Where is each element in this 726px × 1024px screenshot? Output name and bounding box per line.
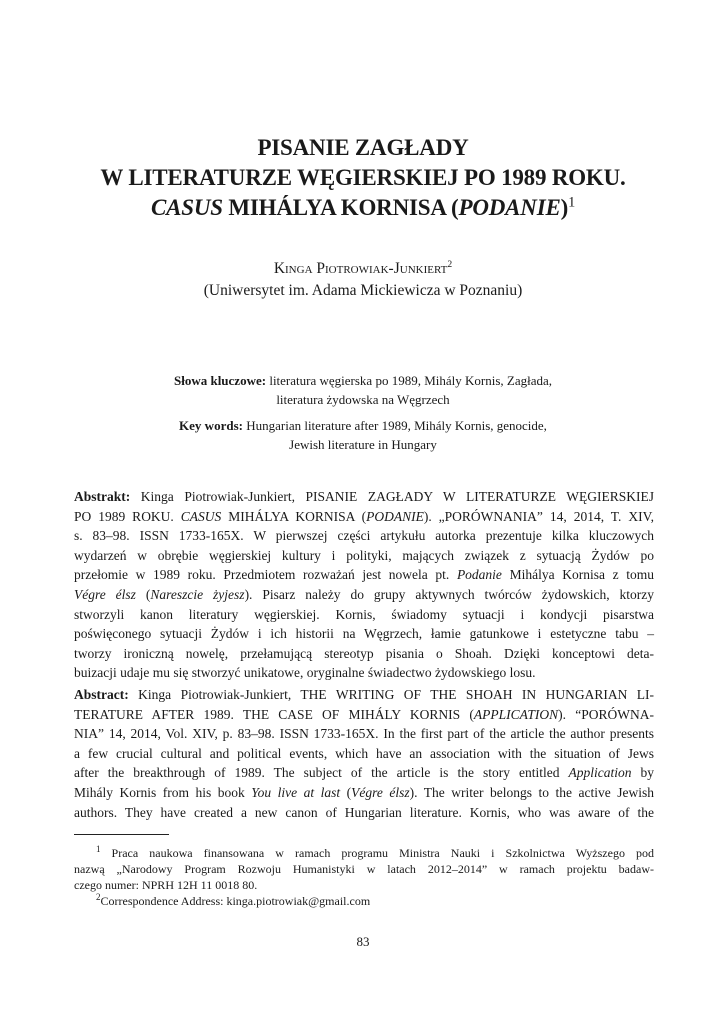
abstrakt-italic: CASUS — [180, 508, 222, 524]
abstrakt-text: Mihálya Kornisa z tomu — [501, 567, 654, 583]
abstrakt-line: s. 83–98. ISSN 1733-165X. W pierwszej części artykułu autorka prezentuje kilka kluczowych — [74, 528, 654, 544]
keywords-english — [120, 416, 606, 454]
abstract-italic: Application — [568, 765, 632, 781]
abstrakt-line — [74, 585, 654, 605]
abstrakt-line: wydarzeń w obrębie węgierskiej kultury i polityki, mających związek z sytuacją Żydów po — [74, 547, 654, 563]
author-affiliation: (Uniwersytet im. Adama Mickiewicza w Poznaniu) — [203, 282, 523, 299]
footnote-1 — [74, 845, 654, 893]
author-line — [60, 258, 666, 280]
abstract-text: Kinga Piotrowiak-Junkiert, THE WRITING OF THE SHOAH IN HUNGARIAN LI- — [128, 687, 654, 702]
abstrakt-text: ). „PORÓWNANIA” 14, 2014, T. XIV, — [423, 508, 654, 524]
author-footnote-mark[interactable]: 2 — [447, 258, 453, 270]
title-footnote-mark[interactable]: 1 — [568, 194, 576, 211]
author-block — [60, 258, 666, 302]
abstract-line — [74, 763, 654, 783]
abstract-line: NIA” 14, 2014, Vol. XIV, p. 83–98. ISSN 1733-165X. In the first part of the article the author presents — [74, 726, 654, 742]
author-name: Kinga Piotrowiak-Junkiert — [273, 260, 448, 277]
abstrakt-text: ( — [135, 586, 151, 602]
title-close-paren: ) — [560, 195, 569, 220]
abstrakt-italic: Nareszcie żyjesz — [150, 586, 245, 602]
abstract-text: Mihály Kornis from his book — [74, 784, 252, 800]
abstrakt-line: tworzy ironiczną nowelę, przełamującą stereotyp pisania o Shoah. Dzięki konceptowi deta- — [74, 645, 654, 661]
title-casus: CASUS — [150, 195, 223, 220]
footnote-1-line: nazwą „Narodowy Program Rozwoju Humanistyki w latach 2012–2014” w ramach projektu badaw- — [74, 862, 654, 876]
abstrakt-line — [74, 565, 654, 585]
footnote-separator — [74, 834, 169, 835]
abstract-italic: You live at last — [251, 784, 341, 800]
abstrakt-text: Kinga Piotrowiak-Junkiert, PISANIE ZAGŁADY W LITERATURZE WĘGIERSKIEJ — [130, 489, 654, 504]
abstrakt-italic: PODANIE — [366, 508, 424, 524]
keywords-english-line-2: Jewish literature in Hungary — [289, 437, 437, 452]
abstract-text: ). “PORÓWNA- — [558, 706, 654, 722]
abstrakt-italic: Végre élsz — [74, 586, 136, 602]
footnote-2-text[interactable]: Correspondence Address: kinga.piotrowiak@gmail.com — [100, 894, 371, 908]
abstract-text: ). The writer belongs to the active Jewish — [409, 784, 654, 800]
abstrakt-line — [74, 487, 654, 507]
abstrakt-line: poświęconego sytuacji Żydów i ich historii na Węgrzech, łamie gatunkowe i estetyczne tabu – — [74, 626, 654, 642]
abstract-line: a few crucial cultural and political events, which have an association with the situation of Jews — [74, 745, 654, 761]
abstrakt-paragraph — [74, 487, 654, 683]
abstract-text: after the breakthrough of 1989. The subject of the article is the story entitled — [74, 765, 569, 781]
abstract-label: Abstract: — [74, 687, 129, 702]
footnote-1-line — [74, 845, 654, 861]
footnote-1-line: czego numer: NPRH 12H 11 0018 80. — [74, 878, 258, 892]
abstract-line — [74, 705, 654, 725]
keywords-polish-label: Słowa kluczowe: — [173, 373, 267, 388]
abstract-line — [74, 783, 654, 803]
abstract-text: TERATURE AFTER 1989. THE CASE OF MIHÁLY KORNIS ( — [74, 706, 474, 722]
abstract-text: ( — [340, 784, 352, 800]
keywords-polish-text-1: literatura węgierska po 1989, Mihály Kornis, Zagłada, — [266, 373, 552, 388]
abstrakt-text: przełomie w 1989 roku. Przedmiotem rozważań jest nowela pt. — [74, 567, 457, 583]
abstrakt-text: PO 1989 ROKU. — [74, 508, 181, 524]
abstrakt-line — [74, 507, 654, 527]
article-title — [60, 133, 666, 223]
abstrakt-line: stworzyli kanon literatury węgierskiej. Kornis, świadomy sytuacji i kondycji pisarstwa — [74, 606, 654, 622]
keywords-polish — [120, 371, 606, 409]
keywords-polish-line-1 — [120, 371, 606, 390]
page-number: 83 — [356, 934, 370, 949]
keywords-english-label: Key words: — [179, 418, 243, 433]
footnote-2-mark: 2 — [96, 892, 101, 902]
keywords-english-text-1: Hungarian literature after 1989, Mihály Kornis, genocide, — [242, 418, 547, 433]
footnote-1-mark: 1 — [96, 844, 101, 854]
abstrakt-italic: Podanie — [456, 567, 502, 583]
abstrakt-label: Abstrakt: — [74, 489, 131, 504]
title-kornisa: MIHÁLYA KORNISA ( — [222, 195, 459, 220]
keywords-polish-line-2: literatura żydowska na Węgrzech — [276, 392, 450, 407]
abstract-italic: APPLICATION — [473, 706, 559, 722]
abstract-paragraph — [74, 685, 654, 822]
abstract-text: by — [631, 765, 655, 781]
abstrakt-text: ). Pisarz należy do grupy aktywnych twórców żydowskich, ktorzy — [244, 586, 655, 602]
footnote-1-text: Praca naukowa finansowana w ramach programu Ministra Nauki i Szkolnictwa Wyższego pod — [100, 846, 654, 860]
abstrakt-line: buizacji udaje mu się stworzyć unikatowe, oryginalne świadectwo żydowskiego losu. — [74, 665, 536, 681]
title-podanie: PODANIE — [458, 195, 561, 220]
abstrakt-text: MIHÁLYA KORNISA ( — [221, 508, 367, 524]
abstract-line: authors. They have created a new canon of Hungarian literature. Kornis, who was aware of the — [74, 804, 654, 820]
title-line-1: PISANIE ZAGŁADY — [257, 135, 469, 160]
abstract-italic: Végre élsz — [351, 784, 410, 800]
footnote-2 — [74, 893, 654, 909]
title-line-3 — [60, 193, 666, 223]
abstract-line — [74, 685, 654, 705]
footnote-2-line — [74, 893, 654, 909]
keywords-english-line-1 — [120, 416, 606, 435]
title-line-2: W LITERATURZE WĘGIERSKIEJ PO 1989 ROKU. — [100, 165, 626, 190]
